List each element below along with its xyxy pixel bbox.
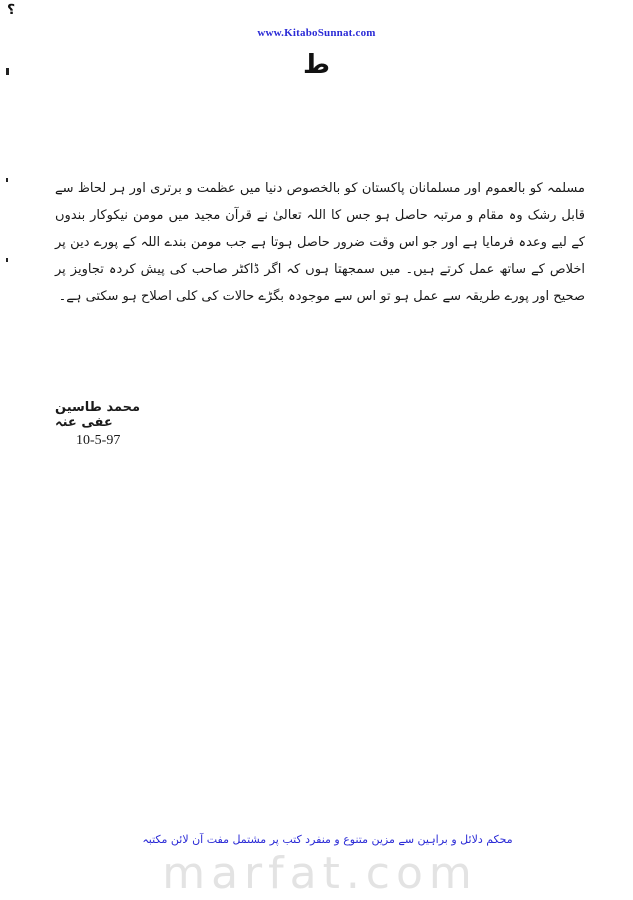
header-url[interactable]: www.KitaboSunnat.com <box>257 27 376 39</box>
watermark: marfat.com <box>162 848 478 899</box>
footer-tagline: محکم دلائل و براہین سے مزین متنوع و منفرد کتب پر مشتمل مفت آن لائن مکتبہ <box>142 833 513 846</box>
signature-date: 10-5-97 <box>76 433 121 448</box>
corner-mark: ؟ <box>7 2 16 18</box>
page-number-mark: ط <box>302 50 330 80</box>
edge-tick <box>6 178 8 182</box>
edge-tick <box>6 258 8 262</box>
body-paragraph: مسلمہ کو بالعموم اور مسلمانان پاکستان کو بالخصوص دنیا میں عظمت و برتری اور ہر لحاظ سے قابل رشک وہ مقام و مرتبہ حاصل ہو جس کا اللہ تعالیٰ نے قرآن مجید میں مومن نیکوکار بندوں کے لیے وعدہ فرمایا ہے اور جو اس وقت ضرور حاصل ہوتا ہے جب مومن بندے اللہ کے پورے دین پر اخلاص کے ساتھ عمل کرتے ہیں۔ میں سمجھتا ہوں کہ اگر ڈاکٹر صاحب کی پیش کردہ تجاویز پر صحیح اور پورے طریقہ سے عمل ہو تو اس سے موجودہ بگڑے حالات کی کلی اصلاح ہو سکتی ہے۔ <box>55 181 585 304</box>
signature-name: محمد طاسین عفی عنہ <box>55 400 141 430</box>
